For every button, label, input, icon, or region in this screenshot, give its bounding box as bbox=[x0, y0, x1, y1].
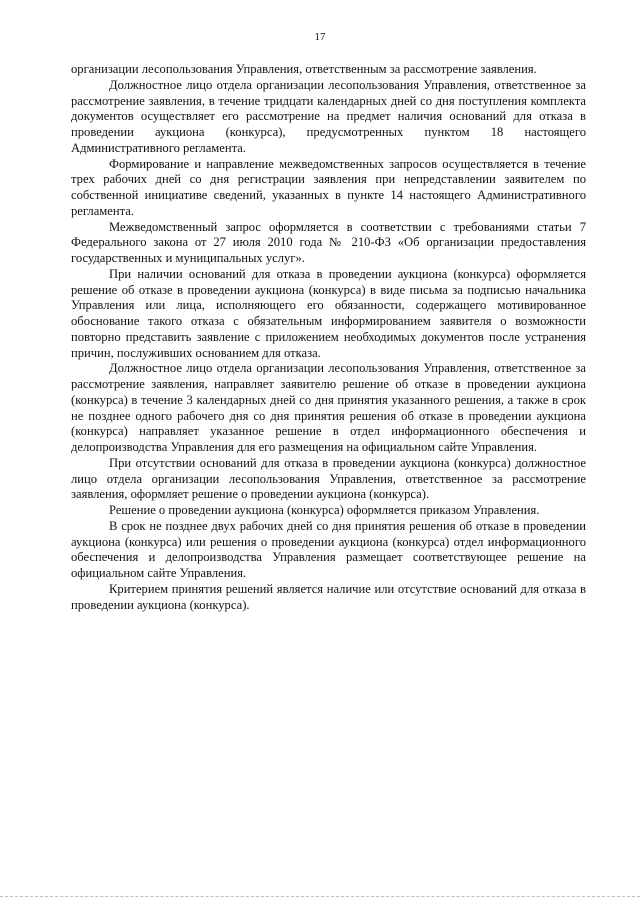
paragraph-7: При отсутствии оснований для отказа в проведении аукциона (конкурса) должностное лицо отдела организации лесопользования Управления, ответственное за рассмотрение заявления, оформляет решение о проведении аукциона (конкурса). bbox=[71, 455, 586, 502]
page-bottom-edge bbox=[0, 896, 640, 897]
paragraph-1: организации лесопользования Управления, ответственным за рассмотрение заявления. bbox=[71, 62, 537, 76]
paragraph-2: Должностное лицо отдела организации лесопользования Управления, ответственное за рассмотрение заявления, в течение тридцати календарных дней со дня поступления комплекта документов осуществляет его рассмотрение на предмет наличия оснований для отказа в проведении аукциона (конкурса), предусмотренных пунктом 18 настоящего Административного регламента. bbox=[71, 77, 586, 155]
page-number: 17 bbox=[314, 31, 326, 43]
paragraph-9: В срок не позднее двух рабочих дней со дня принятия решения об отказе в проведении аукциона (конкурса) или решения о проведении аукциона (конкурса) отдел информационного обеспечения и делопроизводства Управления размещает соответствующее решение на официальном сайте Управления. bbox=[71, 518, 586, 580]
paragraph-5: При наличии оснований для отказа в проведении аукциона (конкурса) оформляется решение об отказе в проведении аукциона (конкурса) в виде письма за подписью начальника Управления или лица, исполняющего его обязанности, содержащего мотивированное обоснование такого отказа с обязательным информированием заявителя о возможности повторно представить заявление с приложением необходимых документов после устранения причин, послуживших основанием для отказа. bbox=[71, 266, 586, 360]
paragraph-10: Критерием принятия решений является наличие или отсутствие оснований для отказа в проведении аукциона (конкурса). bbox=[71, 581, 586, 612]
document-body bbox=[71, 62, 586, 613]
paragraph-6: Должностное лицо отдела организации лесопользования Управления, ответственное за рассмотрение заявления, направляет заявителю решение об отказе в проведении аукциона (конкурса) в течение 3 календарных дней со дня принятия указанного решения, а также в срок не позднее одного рабочего дня со дня принятия решения об отказе в проведении аукциона (конкурса) направляет указанное решение в отдел информационного обеспечения и делопроизводства Управления для его размещения на официальном сайте Управления. bbox=[71, 361, 586, 454]
paragraph-4: Межведомственный запрос оформляется в соответствии с требованиями статьи 7 Федерального закона от 27 июля 2010 года № 210-ФЗ «Об организации предоставления государственных и муниципальных услуг». bbox=[71, 219, 586, 265]
paragraph-3: Формирование и направление межведомственных запросов осуществляется в течение трех рабочих дней со дня регистрации заявления при непредставлении заявителем по собственной инициативе сведений, указанных в пункте 14 настоящего Административного регламента. bbox=[71, 156, 586, 218]
paragraph-8: Решение о проведении аукциона (конкурса) оформляется приказом Управления. bbox=[109, 503, 540, 517]
